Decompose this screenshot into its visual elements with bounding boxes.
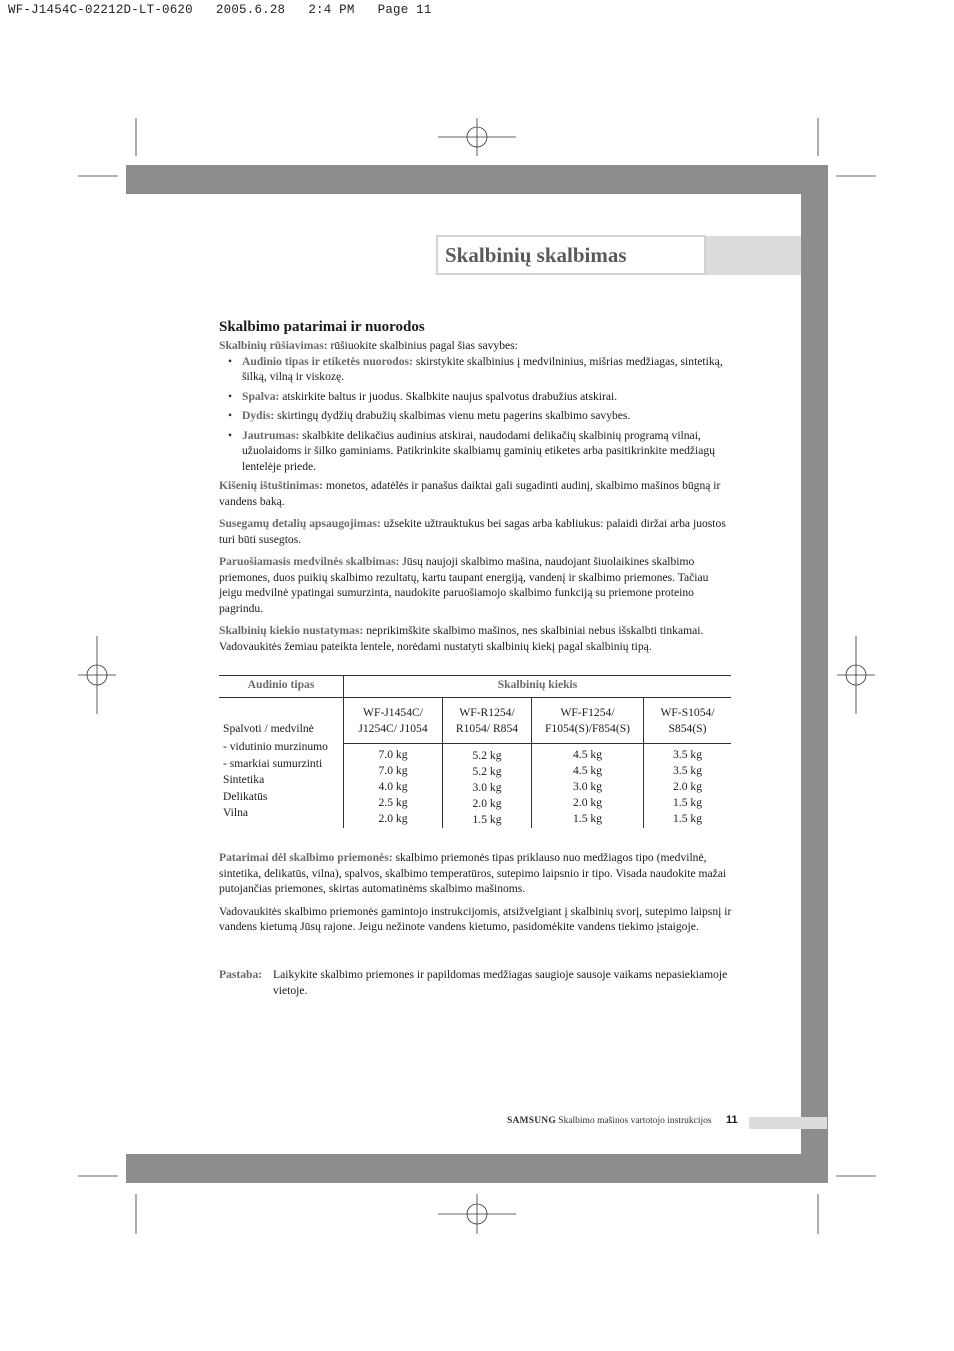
column-header-load-amount: Skalbinių kiekis <box>344 676 732 698</box>
table-cell: 2.0 kg <box>573 796 602 809</box>
paragraph-text: Jūsų naujoji skalbimo mašina, naudojant šiuolaikines skalbimo priemones, duos puikių skalbimo rezultatų, kartu taupant energiją, vandenį ir skalbimo priemones. Tačiau jeigu medvilnė ypatingai sumurzinta, naudokite paruošiamojo skalbimo funkciją su priemone proteino pagrindu. <box>219 555 709 615</box>
fabric-type-list <box>223 739 328 822</box>
paragraph-label: Paruošiamasis medvilnės skalbimas: <box>219 555 400 568</box>
table-cell: 3.0 kg <box>573 780 602 793</box>
group-label: Spalvoti / medvilnė <box>223 722 314 735</box>
paragraph-label: Kišenių ištuštinimas: <box>219 479 324 492</box>
table-cell: 1.5 kg <box>573 812 602 825</box>
registration-target-bottom <box>438 1194 516 1234</box>
model-header <box>644 698 732 744</box>
model-line: J1254C/ J1054 <box>358 722 428 735</box>
footer-text <box>507 1116 712 1126</box>
values-column <box>532 744 644 829</box>
table-cell: 4.5 kg <box>573 748 602 761</box>
values-column <box>344 744 443 829</box>
note-label: Pastaba: <box>219 968 263 981</box>
table-cell: 4.0 kg <box>378 780 408 793</box>
fabric-type-label: Sintetika <box>223 773 265 786</box>
values-column <box>443 744 532 829</box>
fabric-type-label: - smarkiai sumurzinti <box>223 756 323 770</box>
bullet-text: skirstykite skalbinius į medvilninius, mišrias medžiagas, sintetiką, šilką, vilną ir viskozę. <box>242 354 723 383</box>
table-cell: 7.0 kg <box>378 764 408 777</box>
frame-band-top <box>126 165 828 194</box>
paragraph-label: Susegamų detalių apsaugojimas: <box>219 517 381 530</box>
paragraph-label: Skalbinių kiekio nustatymas: <box>219 624 364 637</box>
table-cell: 1.5 kg <box>472 813 502 826</box>
paragraph-load-amount <box>219 623 731 654</box>
brand-name: SAMSUNG <box>507 1116 556 1126</box>
model-line: F1054(S)/F854(S) <box>544 722 631 735</box>
paragraph-pockets <box>219 478 731 509</box>
table-cell: 3.5 kg <box>673 748 702 761</box>
detergent-text: skalbimo priemonės tipas priklauso nuo medžiagos tipo (medvilnė, sintetika, delikatūs, vilna), spalvos, skalbimo temperatūros, sutepimo laipsnio ir tipo. Visada naudokite mažai putojančias priemones, skirtas automatinėms skalbimo mašinoms. <box>219 851 727 895</box>
model-line: WF-F1254/ <box>560 706 615 719</box>
print-slug: WF-J1454C-02212D-LT-0620 2005.6.28 2:4 PM Page 11 <box>8 3 432 17</box>
paragraph-prewash <box>219 554 731 616</box>
registration-target-right <box>837 636 875 714</box>
sorting-bullets <box>219 354 731 475</box>
table-cell: 3.0 kg <box>472 781 502 794</box>
detergent-tips <box>219 850 733 942</box>
bullet-item <box>219 389 731 405</box>
table-cell: 2.5 kg <box>378 796 408 809</box>
bullet-text: skirtingų dydžių drabužių skalbimas vienu metu pagerins skalbimo savybes. <box>274 409 631 422</box>
paragraph-text: neprikimškite skalbimo mašinos, nes skalbiniai nebus išskalbti tinkamai. Vadovaukitės žemiau pateikta lentele, norėdami nustatyti skalbinių kiekį pagal skalbinių tipą. <box>219 624 704 653</box>
bullet-text: atskirkite baltus ir juodus. Skalbkite naujus spalvotus drabužius atskirai. <box>279 389 618 403</box>
model-line: WF-J1454C/ <box>363 706 423 719</box>
bullet-icon: • <box>228 409 233 422</box>
title-accent <box>697 236 801 275</box>
table-cell: 2.0 kg <box>378 812 408 825</box>
manual-title: Skalbimo mašinos vartotojo instrukcijos <box>558 1116 712 1126</box>
detergent-paragraph <box>219 850 733 897</box>
table-cell: 7.0 kg <box>378 748 408 761</box>
table-cell: 1.5 kg <box>673 796 702 809</box>
model-line: S854(S) <box>668 722 707 735</box>
table-cell: 5.2 kg <box>472 749 502 762</box>
values-column <box>644 744 732 829</box>
frame-band-bottom <box>126 1154 828 1183</box>
table-cell: 2.0 kg <box>472 797 502 810</box>
fabric-type-label: Vilna <box>223 806 249 819</box>
model-line: WF-R1254/ <box>459 706 515 719</box>
note <box>219 967 733 999</box>
model-line: WF-S1054/ <box>660 706 715 719</box>
paragraph-text: užsekite užtrauktukus bei sagas arba kabliukus: palaidi diržai arba juostos turi būti susegtos. <box>219 517 726 546</box>
bullet-text: skalbkite delikačius audinius atskirai, naudodami delikačių skalbinių programą vilnai, užuolaidoms ir šilko gaminiams. Patikrinkite skalbiamų gaminių etiketes arba pasitikrinkite medžiagų lentelėje priede. <box>242 428 715 473</box>
table-cell: 4.5 kg <box>573 764 602 777</box>
model-header <box>443 698 532 744</box>
bullet-label: Audinio tipas ir etiketės nuorodos: <box>242 354 413 368</box>
detergent-label: Patarimai dėl skalbimo priemonės: <box>219 851 393 864</box>
page-number: 11 <box>726 1114 738 1126</box>
registration-target-left <box>78 636 116 714</box>
model-header <box>344 698 443 744</box>
fabric-type-label: - vidutinio murzinumo <box>223 740 328 753</box>
sorting-text: rūšiuokite skalbinius pagal šias savybes: <box>327 339 518 352</box>
model-header <box>532 698 644 744</box>
note-text: Laikykite skalbimo priemones ir papildomas medžiagas saugioje sausoje vaikams nepasiekiamoje vietoje. <box>273 968 728 997</box>
bullet-item <box>219 354 731 385</box>
bullet-label: Spalva: <box>242 389 280 403</box>
bullet-label: Jautrumas: <box>242 428 300 442</box>
section-heading: Skalbimo patarimai ir nuorodos <box>219 319 425 335</box>
bullet-item <box>219 408 731 424</box>
bullet-icon: • <box>228 354 233 368</box>
model-line: R1054/ R854 <box>455 722 519 735</box>
footer-accent <box>749 1117 827 1129</box>
frame-band-right <box>801 194 828 1154</box>
paragraph-text: monetos, adatėlės ir panašus daiktai gali sugadinti audinį, skalbimo mašinos būgną ir vandens baką. <box>219 479 721 508</box>
table-cell: 3.5 kg <box>673 764 702 777</box>
page-title: Skalbinių skalbimas <box>436 235 706 275</box>
paragraph-fasteners <box>219 516 731 547</box>
registration-target-top <box>438 118 516 156</box>
fabric-type-label: Delikatūs <box>223 789 268 803</box>
column-header-fabric-type: Audinio tipas <box>219 676 344 698</box>
sorting-label: Skalbinių rūšiavimas: <box>219 339 328 352</box>
table-cell: 2.0 kg <box>673 780 702 793</box>
table-cell: 5.2 kg <box>472 765 502 778</box>
bullet-item <box>219 428 731 475</box>
table-cell: 1.5 kg <box>673 812 702 825</box>
bullet-icon: • <box>228 389 233 403</box>
bullet-icon: • <box>228 428 233 442</box>
detergent-paragraph-2: Vadovaukitės skalbimo priemonės gamintojo instrukcijomis, atsižvelgiant į skalbinių svorį, sutepimo laipsnį ir vandens kietumą Jūsų rajone. Jeigu nežinote vandens kietumo, pasidomėkite vandens tiekimo įstaigoje. <box>219 904 732 933</box>
bullet-label: Dydis: <box>242 409 275 422</box>
sorting-intro <box>219 338 731 354</box>
main-content <box>219 318 731 661</box>
